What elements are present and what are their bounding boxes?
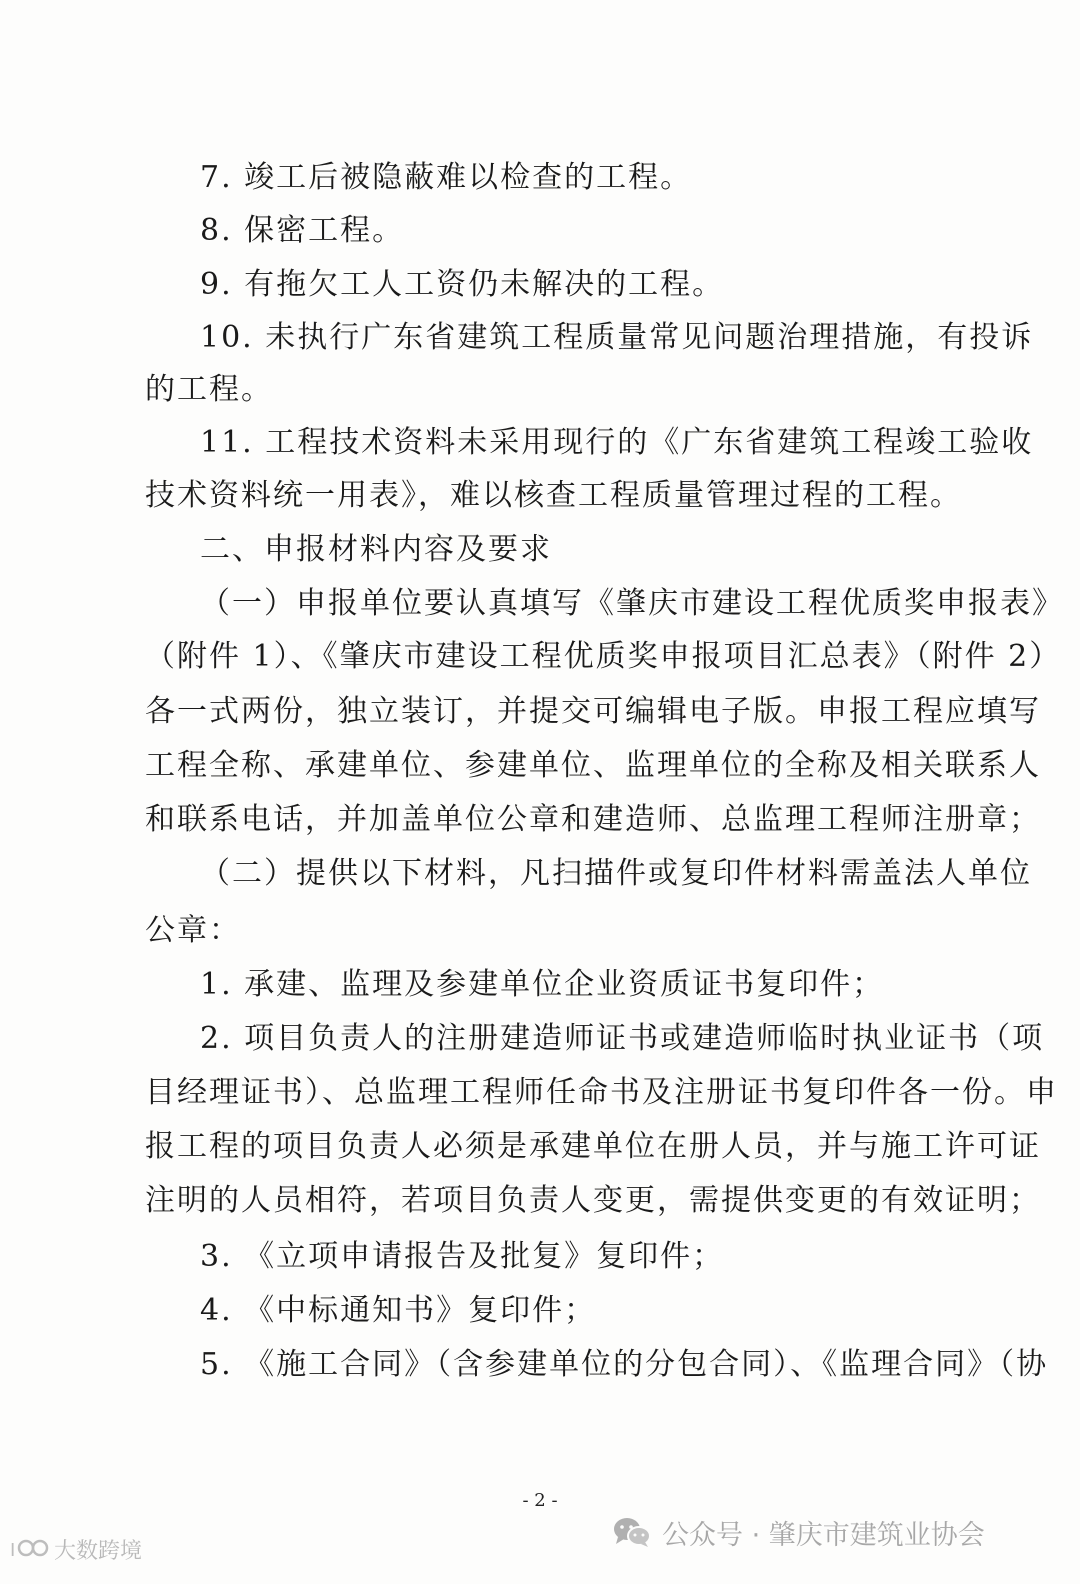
- text-line: 公章：: [145, 913, 241, 948]
- text-line: 4. 《中标通知书》复印件；: [200, 1293, 597, 1328]
- text-line: 11. 工程技术资料未采用现行的《广东省建筑工程竣工验收: [200, 425, 1034, 460]
- text-line: 和联系电话，并加盖单位公章和建造师、总监理工程师注册章；: [145, 802, 1041, 837]
- text-line: 2. 项目负责人的注册建造师证书或建造师临时执业证书（项: [200, 1021, 1045, 1056]
- source-watermark-text: 大数跨境: [54, 1538, 143, 1564]
- text-line: （二）提供以下材料，凡扫描件或复印件材料需盖法人单位: [200, 856, 1032, 891]
- text-line: 9. 有拖欠工人工资仍未解决的工程。: [200, 267, 725, 302]
- wechat-icon: [612, 1515, 652, 1549]
- text-line: 技术资料统一用表》，难以核查工程质量管理过程的工程。: [145, 478, 962, 513]
- text-line: 10. 未执行广东省建筑工程质量常见问题治理措施，有投诉: [200, 320, 1034, 355]
- text-line: 各一式两份，独立装订，并提交可编辑电子版。申报工程应填写: [145, 694, 1041, 729]
- text-line: 工程全称、承建单位、参建单位、监理单位的全称及相关联系人: [145, 748, 1041, 783]
- text-line: 5. 《施工合同》（含参建单位的分包合同）、《监理合同》（协: [200, 1347, 1049, 1382]
- text-line: 报工程的项目负责人必须是承建单位在册人员，并与施工许可证: [145, 1129, 1041, 1164]
- text-line: 目经理证书）、总监理工程师任命书及注册证书复印件各一份。申: [145, 1075, 1058, 1110]
- source-watermark: [10, 1532, 142, 1566]
- text-line: （一）申报单位要认真填写《肇庆市建设工程优质奖申报表》: [200, 586, 1064, 621]
- text-line: 3. 《立项申请报告及批复》复印件；: [200, 1239, 725, 1274]
- text-line: 的工程。: [145, 372, 273, 407]
- wechat-watermark: [612, 1512, 985, 1552]
- svg-text:I: I: [10, 1540, 16, 1561]
- text-line: （附件 1）、《肇庆市建设工程优质奖申报项目汇总表》（附件 2）: [145, 639, 1062, 674]
- source-logo-icon: [10, 1536, 50, 1562]
- wechat-account-text: 公众号 · 肇庆市建筑业协会: [662, 1519, 985, 1551]
- page-number: - 2 -: [522, 1490, 558, 1511]
- text-line: 7. 竣工后被隐蔽难以检查的工程。: [200, 160, 693, 195]
- section-heading: 二、申报材料内容及要求: [200, 532, 552, 567]
- text-line: 注明的人员相符，若项目负责人变更，需提供变更的有效证明；: [145, 1183, 1041, 1218]
- text-line: 8. 保密工程。: [200, 213, 405, 248]
- text-line: 1. 承建、监理及参建单位企业资质证书复印件；: [200, 967, 885, 1002]
